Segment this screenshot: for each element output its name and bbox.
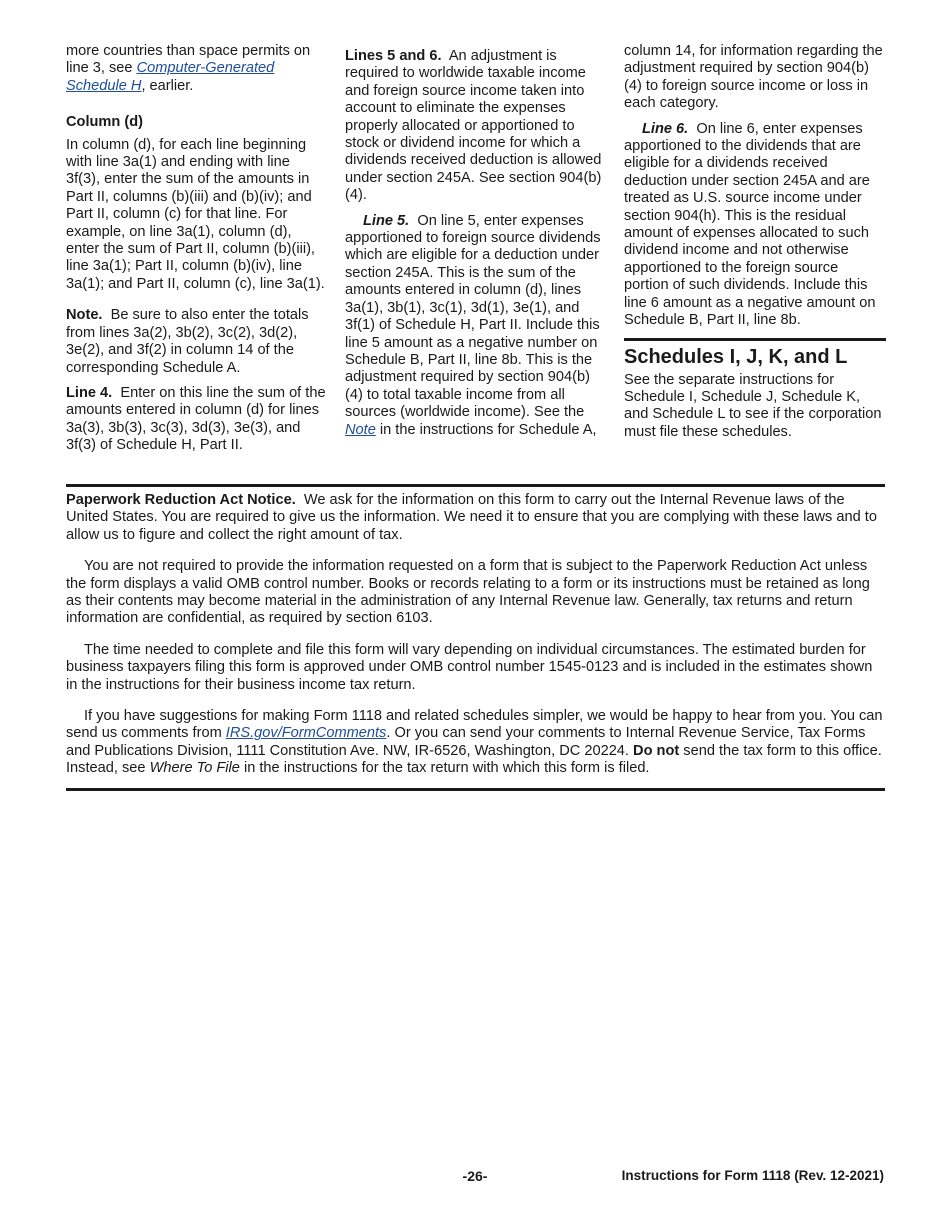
column-d-heading: Column (d)	[66, 114, 144, 131]
lines-5-6-label: Lines 5 and 6.	[345, 48, 442, 64]
schedules-section	[624, 338, 886, 442]
column-d-paragraph: In column (d), for each line beginning with line 3a(1) and ending with line 3f(3), enter the sum of the amounts in Part II, columns (b)(iii) and (b)(iv); and Part II, column (c) for that line. For example, on line 3a(1), column (d), enter the sum of Part II, column (b)(iii), line 3a(1); Part II, column (b)(iv), line 3a(1); and Part II, column (c), line 3a(1).	[66, 136, 325, 292]
note-link[interactable]: Note	[345, 421, 376, 438]
line-6-label: Line 6.	[642, 120, 689, 137]
where-to-file-emphasis: Where To File	[149, 760, 240, 777]
continued-text: more countries than space permits on line 3, see	[66, 43, 311, 77]
line-5-paragraph	[345, 213, 607, 439]
line-5-text: On line 5, enter expenses apportioned to foreign source dividends which are eligible for a deduction under section 245A. This is the sum of the amounts entered in column (d), lines 3a(1), 3b(1), 3c(1), 3d(1), 3e(1), and 3f(1) of Schedule H, Part II. Include this line 5 amount as a negative number on Schedule B, Part II, line 8b. This is the adjustment required by section 904(b)(4) to total taxable income from all sources (worldwide income). See the	[345, 212, 601, 421]
note-paragraph	[66, 307, 328, 377]
pra-text-4d: in the instructions for the tax return with which this form is filed.	[239, 760, 650, 777]
section-divider	[66, 788, 885, 791]
paperwork-reduction-act-notice	[66, 484, 885, 786]
lines-5-6-text: An adjustment is required to worldwide taxable income and foreign source income taken into account to eliminate the expenses properly allocated or apportioned to stock or dividend income for which a dividends received deduction is allowed under section 245A. See section 904(b)(4).	[345, 48, 602, 204]
computer-generated-schedule-h-link[interactable]: Computer-Generated Schedule H	[66, 60, 275, 94]
page-number: -26-	[462, 1168, 488, 1184]
col3-continued-paragraph: column 14, for information regarding the adjustment required by section 904(b)(4) to foreign source income or loss in each category.	[624, 43, 883, 112]
irs-form-comments-link[interactable]: IRS.gov/FormComments	[225, 725, 387, 742]
pra-text-4c: send the tax form to this office. Instead, see	[66, 742, 882, 777]
footer-document-title: Instructions for Form 1118 (Rev. 12-2021)	[621, 1168, 884, 1183]
lines-5-6-paragraph	[345, 48, 607, 205]
continued-text-end: , earlier.	[141, 77, 194, 94]
line-6-paragraph	[624, 121, 886, 330]
line-5-text-end: in the instructions for Schedule A,	[375, 421, 597, 438]
note-text: Be sure to also enter the totals from lines 3a(2), 3b(2), 3c(2), 3d(2), 3e(2), and 3f(2) in column 14 of the corresponding Schedule A.	[66, 307, 309, 376]
line-6-text: On line 6, enter expenses apportioned to the dividends that are eligible for a dividends received deduction under section 245A and are treated as U.S. source income under section 904(h). This is the residual amount of expenses allocated to such dividend income and not otherwise apportioned to the foreign source portion of such dividends. Include this line 6 amount as a negative amount on Schedule B, Part II, line 8b.	[624, 120, 876, 329]
pra-paragraph-4	[66, 708, 885, 778]
pra-title: Paperwork Reduction Act Notice.	[66, 492, 296, 508]
line-4-text: Enter on this line the sum of the amounts entered in column (d) for lines 3a(3), 3b(3), 3c(3), 3d(3), 3e(3), and 3f(3) of Schedule H, Part II.	[66, 384, 326, 454]
pra-text-1: We ask for the information on this form to carry out the Internal Revenue laws of the United States. You are required to give us the information. We need it to ensure that you are complying with these laws and to allow us to figure and collect the right amount of tax.	[66, 492, 877, 543]
line-5-label: Line 5.	[363, 212, 410, 229]
schedules-paragraph: See the separate instructions for Schedule I, Schedule J, Schedule K, and Schedule L to see if the corporation must file these schedules.	[624, 371, 882, 440]
pra-text-4b: . Or you can send your comments to Internal Revenue Service, Tax Forms and Publications Division, 1111 Constitution Ave. NW, IR-6526, Washington, DC 20224.	[66, 725, 866, 759]
pra-paragraph-1	[66, 492, 885, 544]
column-left	[66, 43, 328, 463]
pra-paragraph-3: The time needed to complete and file this form will vary depending on individual circumstances. The estimated burden for business taxpayers filing this form is approved under OMB control number 1545-0123 and is included in the estimates shown in the instructions for their business income tax return.	[66, 641, 873, 693]
do-not-emphasis: Do not	[633, 742, 680, 759]
note-label: Note.	[66, 307, 103, 324]
pra-text-4a: If you have suggestions for making Form 1118 and related schedules simpler, we would be happy to hear from you. You can send us comments from	[66, 708, 883, 742]
line-4-paragraph	[66, 385, 328, 455]
column-middle	[345, 48, 607, 447]
continued-paragraph	[66, 43, 328, 95]
pra-paragraph-2: You are not required to provide the information requested on a form that is subject to the Paperwork Reduction Act unless the form displays a valid OMB control number. Books or records relating to a form or its instructions must be retained as long as their contents may become material in the administration of any Internal Revenue law. Generally, tax returns and return information are confidential, as required by section 6103.	[66, 558, 870, 627]
column-right	[624, 43, 886, 449]
schedules-heading: Schedules I, J, K, and L	[624, 345, 848, 368]
line-4-label: Line 4.	[66, 384, 113, 401]
